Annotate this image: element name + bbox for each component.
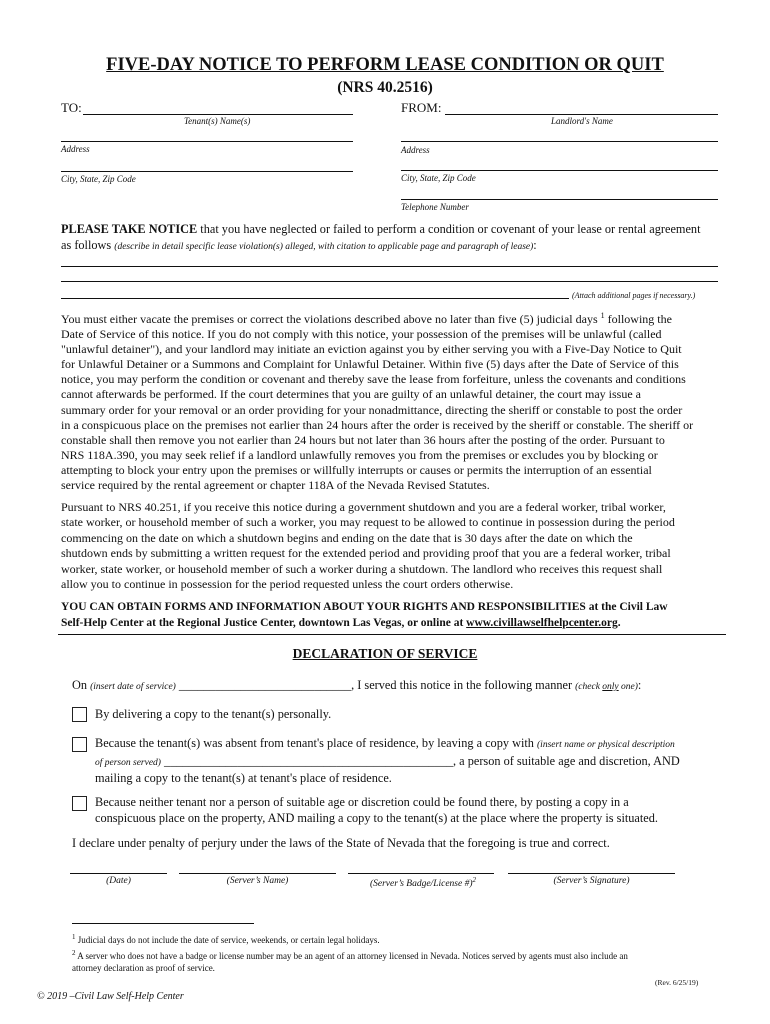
- posting-service-checkbox[interactable]: [72, 796, 87, 811]
- footnote-2-continued: attorney declaration as proof of service.: [72, 963, 215, 973]
- paragraph-line: state worker, or household member of such a worker, you may request to be allowed to continue in possession during the period: [61, 515, 675, 530]
- notice-lead: [61, 222, 701, 237]
- violation-line-2[interactable]: [61, 281, 718, 282]
- posting-line-2: conspicuous place on the property, AND mailing a copy to the tenant(s) at the place where the property is situated.: [95, 810, 658, 825]
- personal-delivery-checkbox[interactable]: [72, 707, 87, 722]
- violation-line-3[interactable]: [61, 298, 569, 299]
- notice-as-follows: [61, 238, 537, 253]
- paragraph-line: [61, 308, 721, 327]
- paragraph-line: Pursuant to NRS 40.251, if you receive this notice during a government shutdown and you are a federal worker, tribal worker,: [61, 500, 666, 514]
- check-hint-a: (check: [575, 682, 603, 692]
- substitute-service-label: [95, 736, 680, 787]
- substitute-service-checkbox[interactable]: [72, 737, 87, 752]
- tenant-name-caption: Tenant(s) Name(s): [184, 116, 251, 126]
- tenant-address-caption: Address: [61, 144, 90, 154]
- service-date-line: [72, 678, 641, 693]
- served-person-blank[interactable]: _______________________________________________: [160, 753, 454, 768]
- revision-date: (Rev. 6/25/19): [655, 978, 699, 987]
- posting-line-1: Because neither tenant nor a person of suitable age or discretion could be found there, by posting a copy in a: [95, 795, 629, 809]
- footnote-separator: [72, 923, 254, 924]
- footnote-ref-1: 1: [600, 311, 605, 320]
- violation-line-1[interactable]: [61, 266, 718, 267]
- from-label: FROM:: [401, 100, 442, 115]
- section-divider: [58, 634, 726, 635]
- paragraph-line: commencing on the date on which a shutdown begins and ending on the date that is 30 days after the date on which the: [61, 530, 633, 545]
- paragraph-line: attempting to block your entry upon the premises or willfully interrupts or causes or permits the interruption of an essential: [61, 462, 652, 477]
- service-date-blank[interactable]: ____________________________: [175, 678, 352, 692]
- server-name-line[interactable]: [179, 873, 336, 874]
- footnote-2-text: A server who does not have a badge or license number may be an agent of an attorney licensed in Nevada. Notices served by agents must also include an: [75, 950, 628, 961]
- paragraph-line: in a conspicuous place on the premises not earlier than 24 hours after the order is received by the sheriff or constable. The sheriff or: [61, 417, 694, 432]
- footnote-ref-2: 2: [472, 876, 477, 884]
- date-hint: (insert date of service): [90, 682, 176, 692]
- substitute-text-b: , a person of suitable age and discretion, AND: [453, 753, 680, 768]
- substitute-line-2: [95, 754, 680, 772]
- perjury-statement: I declare under penalty of perjury under the laws of the State of Nevada that the foregoing is true and correct.: [72, 836, 610, 850]
- served-text: , I served this notice in the following manner: [351, 678, 576, 692]
- on-text: On: [72, 678, 91, 692]
- resources-line-1: YOU CAN OBTAIN FORMS AND INFORMATION ABOUT YOUR RIGHTS AND RESPONSIBILITIES at the Civil Law: [61, 601, 668, 613]
- document-title: FIVE-DAY NOTICE TO PERFORM LEASE CONDITION OR QUIT: [106, 55, 664, 75]
- as-follows-hint: (describe in detail specific lease violation(s) alleged, with citation to applicable page and paragraph of lease): [114, 242, 534, 252]
- footnote-2-number: 2: [72, 948, 76, 957]
- paragraph-line: summary order for your removal or an order providing for your nonadmittance, directing the sheriff or constable to post the order: [61, 402, 683, 417]
- resources-notice: [61, 599, 668, 631]
- notice-lead-bold: PLEASE TAKE NOTICE: [61, 222, 198, 236]
- footnotes: [72, 931, 628, 975]
- paragraph-line-tail: following the: [604, 312, 672, 326]
- paragraph-line: worker, state worker, or household member of such a worker during a shutdown. The landlord who receives this request shall: [61, 561, 663, 576]
- footnote-1-text: Judicial days do not include the date of service, weekends, or certain legal holidays.: [75, 935, 380, 945]
- as-follows-text: as follows: [61, 238, 115, 252]
- tenant-city-caption: City, State, Zip Code: [61, 174, 136, 184]
- date-signature-line[interactable]: [70, 873, 167, 874]
- paragraph-line-text: You must either vacate the premises or correct the violations described above no later than five (5) judicial days: [61, 312, 598, 326]
- date-caption: (Date): [106, 876, 131, 886]
- notice-lead-text: that you have neglected or failed to perform a condition or covenant of your lease or rental agreement: [197, 222, 701, 236]
- substitute-line-3: mailing a copy to the tenant(s) at tenant's place of residence.: [95, 771, 392, 785]
- as-follows-colon: :: [533, 238, 537, 252]
- footnote-1-number: 1: [72, 933, 76, 941]
- landlord-city-line[interactable]: [401, 170, 718, 171]
- posting-service-label: [95, 795, 658, 826]
- paragraph-line: "unlawful detainer"), and your landlord may initiate an eviction against you by either serving you with a Five-Day Notice to Quit: [61, 342, 682, 357]
- selfhelp-website-link[interactable]: www.civillawselfhelpcenter.org: [466, 617, 618, 629]
- tenant-name-line[interactable]: [83, 114, 353, 115]
- statute-reference: (NRS 40.2516): [337, 79, 433, 96]
- landlord-city-caption: City, State, Zip Code: [401, 173, 476, 183]
- paragraph-line: cannot afterwards be performed. If the court determines that you are guilty of an unlawful detainer, the court may issue a: [61, 387, 641, 402]
- served-colon: :: [637, 678, 642, 692]
- check-hint-only: only: [602, 682, 619, 692]
- declaration-heading: DECLARATION OF SERVICE: [292, 646, 478, 661]
- resources-line-2-text: Self-Help Center at the Regional Justice Center, downtown Las Vegas, or online at: [61, 617, 467, 629]
- landlord-name-caption: Landlord's Name: [551, 116, 613, 126]
- substitute-hint-2: of person served): [95, 757, 161, 768]
- tenant-city-line[interactable]: [61, 171, 353, 172]
- landlord-phone-caption: Telephone Number: [401, 202, 469, 212]
- consequences-paragraph: [61, 308, 721, 493]
- paragraph-line: allow you to continue in possession for the period requested unless the court orders otherwise.: [61, 577, 514, 592]
- copyright-footer: © 2019 –Civil Law Self-Help Center: [37, 991, 184, 1002]
- server-badge-caption-text: (Server’s Badge/License #): [369, 879, 473, 890]
- paragraph-line: service required by the rental agreement or chapter 118A of the Nevada Revised Statutes.: [61, 478, 490, 493]
- landlord-phone-line[interactable]: [401, 199, 718, 200]
- check-hint-b: one): [618, 682, 638, 692]
- server-badge-caption: [348, 876, 498, 889]
- paragraph-line: constable shall then remove you not earlier than 24 hours but not later than 36 hours after the posting of the order. Pursuant to: [61, 432, 665, 447]
- paragraph-line: for Unlawful Detainer or a Summons and Complaint for Unlawful Detainer. Within five (5) days after the Date of Service of this: [61, 357, 679, 372]
- landlord-address-line[interactable]: [401, 141, 718, 142]
- resources-period: .: [617, 617, 621, 629]
- tenant-address-line[interactable]: [61, 141, 353, 142]
- resources-line-2: [61, 615, 668, 631]
- shutdown-paragraph: [61, 500, 721, 592]
- footnote-1: [72, 931, 628, 947]
- server-name-caption: (Server’s Name): [226, 876, 289, 886]
- paragraph-line: Date of Service of this notice. If you do not comply with this notice, your possession of the premises will be unlawful (called: [61, 327, 662, 342]
- check-hint: [575, 682, 638, 692]
- paragraph-line: notice, you may perform the condition or covenant and thereby save the lease from forfeiture, unless the covenants and conditions: [61, 372, 686, 387]
- footnote-2: [72, 947, 628, 963]
- paragraph-line: NRS 118A.390, you may seek relief if a landlord unlawfully removes you from the premises or excludes you by blocking or: [61, 447, 658, 462]
- paragraph-line: shutdown ends by submitting a written request for the extended period and providing proof that you are a federal worker, tribal: [61, 546, 671, 561]
- substitute-hint-1: (insert name or physical description: [537, 740, 675, 750]
- attach-note: (Attach additional pages if necessary.): [572, 291, 696, 300]
- substitute-line-1: [95, 736, 680, 754]
- server-signature-line[interactable]: [508, 873, 675, 874]
- server-badge-line[interactable]: [348, 873, 494, 874]
- substitute-text-a: Because the tenant(s) was absent from tenant's place of residence, by leaving a copy with: [95, 736, 538, 750]
- landlord-name-line[interactable]: [445, 114, 718, 115]
- server-signature-caption: (Server’s Signature): [553, 876, 630, 886]
- personal-delivery-label: By delivering a copy to the tenant(s) personally.: [95, 707, 332, 721]
- to-label: TO:: [61, 100, 82, 115]
- landlord-address-caption: Address: [401, 145, 430, 155]
